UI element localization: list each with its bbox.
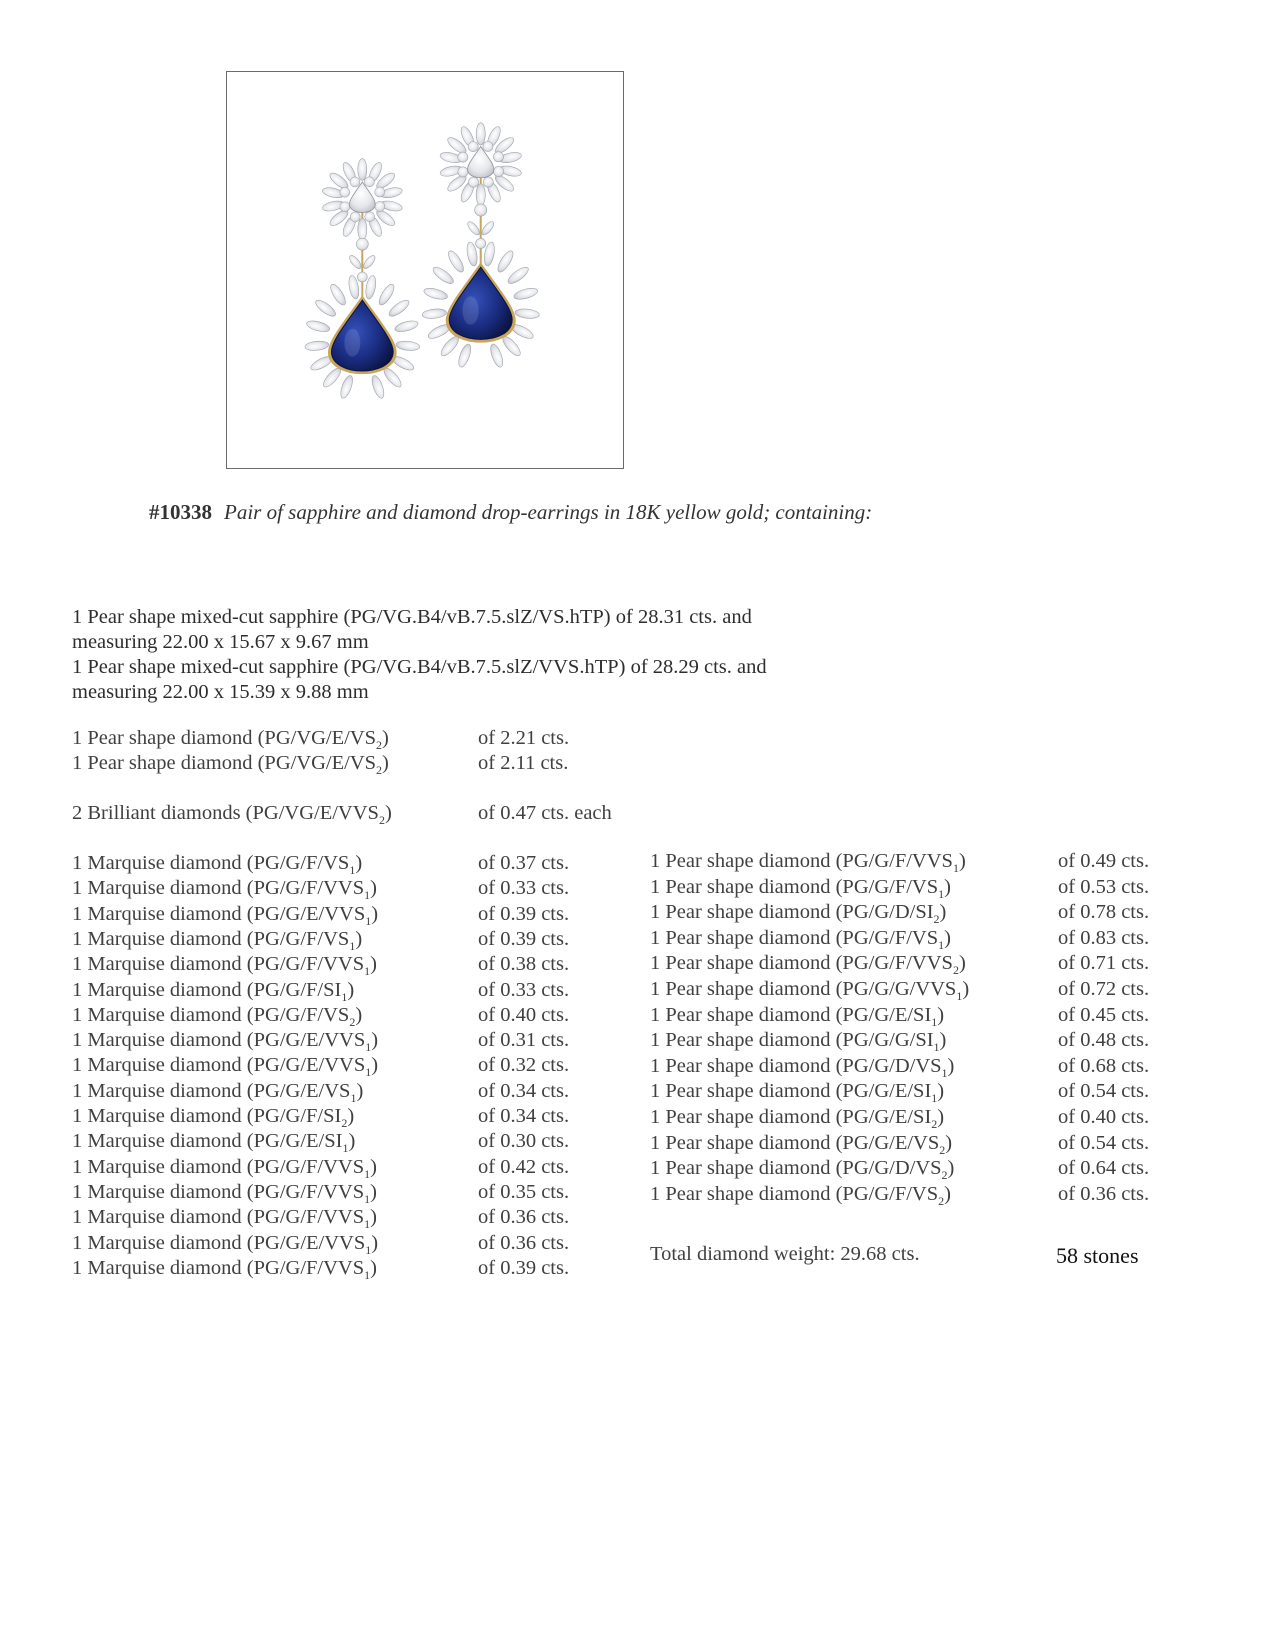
marquise-diamond [480,220,496,237]
stone-description: 1 Pear shape diamond $(PG/G/E/SI_1)$ [650,1080,945,1106]
stone-description: 1 Pear shape diamond $(PG/VG/E/VS_2)$ [72,752,389,777]
round-diamond [340,202,350,212]
stone-weight: of 0.83 cts. [1058,926,1150,949]
stone-description: 1 Marquise diamond $(PG/G/F/VS_2)$ [72,1003,363,1029]
stone-weight: of 0.39 cts. [478,1256,570,1279]
marquise-diamond [476,123,485,145]
round-diamond [483,141,493,151]
round-diamond [350,177,360,187]
stone-description: 1 Marquise diamond $(PG/G/E/VS_1)$ [72,1079,364,1105]
clarity-subscript: 1 [952,861,959,875]
stone-weight: of 0.31 cts. [478,1029,570,1052]
stone-weight: of 0.39 cts. [478,927,570,950]
marquise-diamond [476,184,485,206]
stone-weight: of 0.40 cts. [478,1003,570,1026]
lot-description: Pair of sapphire and diamond drop-earrings in 18K yellow gold; containing: [224,500,873,524]
right-earring [422,123,540,369]
stone-name: 1 Pear shape diamond (PG/G/F/VS [650,875,939,898]
stone-name: 1 Marquise diamond (PG/G/F/SI [72,978,342,1001]
stone-name: 1 Pear shape diamond (PG/G/E/VS [650,1131,940,1154]
stone-name: 2 Brilliant diamonds (PG/VG/E/VVS [72,802,379,824]
stone-name: 1 Marquise diamond (PG/G/F/VS [72,852,350,874]
clarity-subscript: 1 [364,964,371,979]
round-diamond [458,167,468,177]
clarity-subscript: 2 [341,1116,348,1130]
clarity-subscript: 1 [931,1091,938,1106]
clarity-subscript: 2 [933,912,940,927]
clarity-subscript: 2 [376,763,383,777]
stone-name: 1 Pear shape diamond (PG/G/G/SI [650,1029,934,1052]
stone-weight: of 0.53 cts. [1058,875,1150,898]
marquise-diamond [422,308,447,320]
clarity-subscript: 2 [931,1117,938,1131]
marquise-diamond [338,374,355,400]
stone-weight: of 0.35 cts. [478,1180,570,1203]
marquise-diamond [488,343,505,369]
marquise-diamond [515,308,540,320]
clarity-subscript: 1 [956,989,963,1003]
stone-description: 1 Marquise diamond $(PG/G/F/VS_1)$ [72,852,363,877]
marquise-diamond [313,297,338,318]
stone-description: 1 Pear shape diamond $(PG/G/E/SI_2)$ [650,1106,945,1131]
stone-description: 1 Pear shape diamond $(PG/G/F/VS_1)$ [650,875,951,901]
clarity-subscript: 1 [364,1191,371,1206]
round-diamond [468,177,478,187]
stone-description: 1 Pear shape diamond $(PG/G/D/VS_2)$ [650,1157,955,1183]
stone-name: 1 Marquise diamond (PG/G/E/VVS [72,902,366,925]
clarity-subscript: 1 [365,913,372,928]
marquise-diamond [304,340,329,351]
stone-name: 1 Marquise diamond (PG/G/F/VS [72,927,350,950]
stone-weight: of 0.40 cts. [1058,1106,1150,1128]
stone-name: 1 Marquise diamond (PG/G/F/VVS [72,1180,365,1203]
marquise-diamond [495,249,516,274]
round-diamond [364,177,374,187]
stone-weight: of 0.32 cts. [478,1054,570,1077]
marquise-diamond [348,254,364,271]
stone-description: 1 Pear shape diamond $(PG/G/E/VS_2)$ [650,1131,953,1157]
clarity-subscript: 2 [376,738,383,752]
clarity-subscript: 2 [938,1193,945,1208]
stone-description: 1 Pear shape diamond $(PG/G/D/SI_2)$ [650,901,947,927]
stone-name: 1 Marquise diamond (PG/G/E/VVS [72,1231,366,1254]
clarity-subscript: 1 [364,1217,371,1232]
clarity-subscript: 2 [939,1142,946,1157]
clarity-subscript: 2 [952,963,959,978]
stone-description: 1 Pear shape diamond $(PG/G/F/VS_1)$ [650,926,951,952]
clarity-subscript: 1 [365,1065,372,1080]
stone-name: 1 Pear shape diamond (PG/G/F/VS [650,1182,939,1205]
brilliant-diamond [357,272,367,282]
stone-description: 1 Marquise diamond $(PG/G/E/VVS_1)$ [72,902,379,928]
round-diamond [468,142,478,152]
clarity-subscript: 1 [365,1040,372,1055]
stone-name: 1 Pear shape diamond (PG/G/G/VVS [650,978,957,1000]
clarity-subscript: 1 [349,863,356,877]
clarity-subscript: 1 [933,1040,940,1055]
stone-weight: of 0.72 cts. [1058,978,1150,1000]
stone-description: 1 Marquise diamond $(PG/G/F/VVS_1)$ [72,1155,377,1181]
stone-name: 1 Marquise diamond (PG/G/E/VS [72,1079,351,1102]
earrings-photo [226,71,624,469]
stone-name: 1 Pear shape diamond (PG/G/D/VS [650,1157,942,1180]
stone-weight: of 0.64 cts. [1058,1157,1150,1180]
marquise-diamond [506,264,531,286]
marquise-diamond [370,374,387,400]
marquise-diamond [431,264,456,286]
stone-weight: of 0.38 cts. [478,953,570,976]
stone-name: 1 Pear shape diamond (PG/G/D/SI [650,901,934,924]
clarity-subscript: 2 [349,1014,356,1029]
round-diamond [375,187,385,197]
stone-name: 1 Pear shape diamond (PG/G/F/VVS [650,952,953,975]
stone-name: 1 Marquise diamond (PG/G/F/VS [72,1003,350,1026]
stone-description: 1 Marquise diamond $(PG/G/F/VVS_1)$ [72,1206,377,1232]
marquise-diamond [466,220,482,237]
stone-description: 1 Marquise diamond $(PG/G/E/VVS_1)$ [72,1029,379,1055]
round-diamond [375,201,385,211]
stone-weight: of 0.42 cts. [478,1155,570,1178]
stone-weight: of 0.33 cts. [478,877,570,900]
stone-weight: of 0.45 cts. [1058,1003,1150,1026]
stone-name: 1 Pear shape diamond (PG/VG/E/VS [72,752,377,774]
sapphire [449,267,512,339]
stone-name: 1 Marquise diamond (PG/G/F/VVS [72,877,365,900]
stone-name: 1 Marquise diamond (PG/G/E/VVS [72,1054,366,1077]
clarity-subscript: 1 [342,1141,349,1156]
stone-description: 1 Marquise diamond $(PG/G/E/VVS_1)$ [72,1231,379,1257]
stone-name: 1 Pear shape diamond (PG/G/D/VS [650,1054,942,1077]
stone-description: 1 Pear shape diamond $(PG/G/G/VVS_1)$ [650,978,970,1003]
earrings-illustration [227,72,623,468]
stone-weight: of 0.54 cts. [1058,1131,1150,1154]
stone-name: 1 Marquise diamond (PG/G/F/VVS [72,1256,365,1279]
stone-name: 1 Pear shape diamond (PG/G/F/VVS [650,850,953,872]
clarity-subscript: 2 [378,813,385,827]
total-diamond-weight: Total diamond weight: 29.68 cts. [650,1243,920,1265]
stone-description: 1 Marquise diamond $(PG/G/F/SI_1)$ [72,978,355,1004]
stone-weight: of 2.11 cts. [478,752,569,774]
stone-weight: of 0.36 cts. [478,1231,570,1254]
stone-description: 1 Marquise diamond $(PG/G/F/VVS_1)$ [72,1256,377,1282]
stone-weight: of 0.34 cts. [478,1105,570,1127]
stone-description: 1 Pear shape diamond $(PG/G/F/VVS_2)$ [650,952,966,978]
round-diamond [340,187,350,197]
clarity-subscript: 1 [364,1166,371,1181]
round-diamond [458,152,468,162]
stone-description: 1 Marquise diamond $(PG/G/F/VVS_1)$ [72,953,377,979]
stone-weight: of 0.30 cts. [478,1130,570,1153]
stone-description: 1 Marquise diamond $(PG/G/F/SI_2)$ [72,1105,355,1130]
sapphire-highlight [344,329,360,357]
clarity-subscript: 1 [349,938,356,953]
stone-description: 1 Pear shape diamond $(PG/VG/E/VS_2)$ [72,727,389,752]
clarity-subscript: 1 [941,1065,948,1080]
stone-name: 1 Pear shape diamond (PG/G/F/VS [650,926,939,949]
clarity-subscript: 1 [938,937,945,952]
round-diamond [365,212,375,222]
stone-name: 1 Marquise diamond (PG/G/F/VVS [72,1155,365,1178]
stone-weight: of 0.71 cts. [1058,952,1150,975]
marquise-diamond [328,282,348,307]
left-earring [304,159,420,400]
clarity-subscript: 1 [364,1267,371,1282]
sapphire-line: 1 Pear shape mixed-cut sapphire (PG/VG.B4/vB.7.5.slZ/VVS.hTP) of 28.29 cts. and measuring 22.00 x 15.39 x 9.88 mm [72,656,767,703]
round-diamond [493,152,503,162]
marquise-diamond [456,343,473,369]
lot-caption [149,500,872,525]
stone-description: 1 Pear shape diamond $(PG/G/F/VVS_1)$ [650,850,966,875]
clarity-subscript: 1 [938,886,945,901]
stone-weight: of 0.37 cts. [478,852,570,874]
sapphire-list [72,605,792,705]
stone-name: 1 Marquise diamond (PG/G/E/VVS [72,1029,366,1052]
stone-name: 1 Pear shape diamond (PG/VG/E/VS [72,727,377,749]
marquise-diamond [394,319,419,334]
stone-name: 1 Marquise diamond (PG/G/F/SI [72,1105,342,1127]
round-diamond [483,177,493,187]
round-diamond [494,166,504,176]
brilliant-diamond [475,204,487,216]
stone-description: 1 Marquise diamond $(PG/G/F/VVS_1)$ [72,877,377,903]
clarity-subscript: 2 [941,1168,948,1183]
stone-description: 1 Marquise diamond $(PG/G/E/SI_1)$ [72,1130,356,1156]
stone-weight: of 0.39 cts. [478,902,570,925]
stone-weight: of 0.49 cts. [1058,850,1150,872]
sapphire [331,300,393,371]
marquise-diamond [395,340,420,351]
marquise-diamond [423,286,449,301]
stone-description: 1 Pear shape diamond $(PG/G/E/SI_1)$ [650,1003,945,1029]
marquise-diamond [387,297,412,318]
marquise-diamond [358,218,367,240]
stone-name: 1 Marquise diamond (PG/G/F/VVS [72,1206,365,1229]
clarity-subscript: 1 [931,1014,938,1029]
stone-weight: of 0.47 cts. each [478,802,612,824]
marquise-diamond [305,319,330,334]
stone-name: 1 Marquise diamond (PG/G/F/VVS [72,953,365,976]
stone-name: 1 Pear shape diamond (PG/G/E/SI [650,1106,932,1128]
clarity-subscript: 1 [350,1090,357,1105]
stone-weight: of 0.54 cts. [1058,1080,1150,1103]
stone-count: 58 stones [1056,1243,1139,1268]
stone-weight: of 0.68 cts. [1058,1054,1150,1077]
stone-description: 1 Pear shape diamond $(PG/G/D/VS_1)$ [650,1054,955,1080]
sapphire-highlight [462,296,478,324]
marquise-diamond [513,286,539,301]
stone-description: 1 Marquise diamond $(PG/G/F/VS_1)$ [72,927,363,953]
stone-description: 1 Marquise diamond $(PG/G/E/VVS_1)$ [72,1054,379,1080]
stone-weight: of 0.36 cts. [1058,1182,1150,1205]
clarity-subscript: 1 [364,888,371,903]
clarity-subscript: 1 [365,1242,372,1257]
round-diamond [350,212,360,222]
brilliant-diamond [356,238,368,250]
stone-weight: of 0.78 cts. [1058,901,1150,924]
marquise-diamond [358,159,367,181]
stone-name: 1 Pear shape diamond (PG/G/E/SI [650,1003,932,1026]
lot-number: #10338 [149,500,212,524]
clarity-subscript: 1 [341,989,348,1004]
sapphire-line: 1 Pear shape mixed-cut sapphire (PG/VG.B4/vB.7.5.slZ/VS.hTP) of 28.31 cts. and measuring 22.00 x 15.67 x 9.67 mm [72,606,752,653]
stone-description: 1 Pear shape diamond $(PG/G/F/VS_2)$ [650,1182,951,1208]
stone-weight: of 0.36 cts. [478,1206,570,1229]
stone-name: 1 Marquise diamond (PG/G/E/SI [72,1130,343,1153]
stone-weight: of 0.33 cts. [478,978,570,1001]
marquise-diamond [361,254,377,271]
stone-weight: of 0.34 cts. [478,1079,570,1102]
stone-description: 1 Marquise diamond $(PG/G/F/VVS_1)$ [72,1180,377,1206]
brilliant-diamond [476,238,486,248]
stone-weight: of 0.48 cts. [1058,1029,1150,1052]
marquise-diamond [446,249,467,274]
stone-weight: of 2.21 cts. [478,727,570,749]
marquise-diamond [376,282,396,307]
stone-description: 2 Brilliant diamonds $(PG/VG/E/VVS_2)$ [72,802,392,827]
stone-name: 1 Pear shape diamond (PG/G/E/SI [650,1080,932,1103]
stone-description: 1 Pear shape diamond $(PG/G/G/SI_1)$ [650,1029,947,1055]
